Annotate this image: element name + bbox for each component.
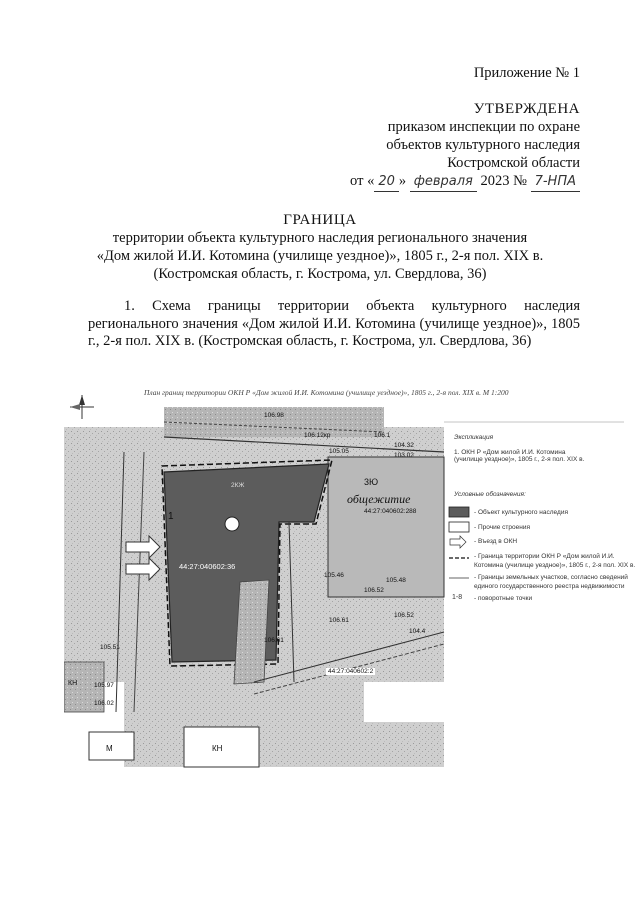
boundary-map xyxy=(64,382,636,802)
date-year: 2023 № xyxy=(480,173,527,189)
approved-line-1: приказом инспекции по охране xyxy=(387,119,580,135)
doc-subtitle-3: (Костромская область, г. Кострома, ул. Свердлова, 36) xyxy=(153,266,487,282)
building-wing xyxy=(234,580,269,684)
elevation-mark: 106.02 xyxy=(94,700,114,707)
approval-date-line xyxy=(350,172,580,192)
legend xyxy=(454,434,584,498)
doc-title: ГРАНИЦА xyxy=(283,212,357,228)
doc-subtitle-1: территории объекта культурного наследия регионального значения xyxy=(112,230,528,246)
legend-swatches xyxy=(449,507,469,578)
legend-item-entry: - Въезд в ОКН xyxy=(474,538,518,545)
doc-subtitle-2: «Дом жилой И.И. Котомина (училище уездное)», 1805 г., 2-я пол. XIX в. xyxy=(96,248,544,264)
adjacent-building-right xyxy=(328,457,444,597)
date-day: 20 xyxy=(374,173,399,192)
elevation-mark: 106.61 xyxy=(329,617,349,624)
elevation-mark: 105.46 xyxy=(324,572,344,579)
elevation-mark: 105.97 xyxy=(94,682,114,689)
building-main-label: 2КЖ xyxy=(231,482,245,489)
elevation-mark: 105.48 xyxy=(386,577,406,584)
elevation-mark: 104.4 xyxy=(409,628,426,635)
elevation-mark: 106.52 xyxy=(364,587,384,594)
scheme-paragraph: 1. Схема границы территории объекта культурного наследия регионального значения «Дом жилой И.И. Котомина (училище уездное)», 1805 г., 2-я пол. XIX в. (Костромская область, г. Кострома, ул. Свердлова, 36) xyxy=(88,298,580,349)
elevation-mark: 106.61 xyxy=(264,637,284,644)
legend-item-parcels-2: единого государственного реестра недвижимости xyxy=(474,583,625,590)
box-m-label: М xyxy=(106,744,113,753)
parcel-bottom-label: 44:27:040602:2 xyxy=(328,668,374,675)
parcel-right-label: 44:27:040602:288 xyxy=(364,508,417,515)
legend-item-parcels-1: - Границы земельных участков, согласно сведений xyxy=(474,574,628,581)
annex-label: Приложение № 1 xyxy=(473,65,580,81)
legend-item-building: - Прочие строения xyxy=(474,524,530,531)
north-arrow-icon xyxy=(70,395,94,419)
date-prefix: от « xyxy=(350,173,375,189)
elevation-mark: 103.02 xyxy=(394,452,414,459)
legend-conventions-title: Условные обозначения: xyxy=(454,491,526,498)
elevation-mark: 104.32 xyxy=(394,442,414,449)
legend-item-okn: - Объект культурного наследия xyxy=(474,509,568,516)
elevation-mark: 106.1 xyxy=(374,432,391,439)
legend-points-label: 1-8 xyxy=(452,594,463,601)
date-mid: » xyxy=(398,173,407,189)
approved-label: УТВЕРЖДЕНА xyxy=(473,101,580,117)
legend-item-points: - поворотные точки xyxy=(474,595,533,602)
side-kn-label: КН xyxy=(68,680,78,687)
elevation-mark: 105.05 xyxy=(329,448,349,455)
order-number: 7-НПА xyxy=(531,173,580,192)
legend-section-title: Экспликация xyxy=(454,434,494,441)
date-month: февраля xyxy=(410,173,477,192)
legend-item-border-1: - Граница территории ОКН Р «Дом жилой И.И. xyxy=(474,553,615,560)
elevation-mark: 106.98 xyxy=(264,412,284,419)
building-right-name: общежитие xyxy=(347,492,411,506)
legend-object-line2: (училище уездное)», 1805 г., 2-я пол. XIX в. xyxy=(454,456,585,463)
parcel-main-label: 44:27:040602:36 xyxy=(179,562,236,571)
elevation-mark: 106.52 xyxy=(394,612,414,619)
object-marker-icon xyxy=(225,517,239,531)
object-marker-label: 1 xyxy=(168,511,174,522)
legend-item-border-2: Котомина (училище уездное)», 1805 г., 2-я пол. XIX в. xyxy=(474,562,636,569)
approved-line-2: объектов культурного наследия xyxy=(386,137,580,153)
map-caption: План границ территории ОКН Р «Дом жилой И.И. Котомина (училище уездное)», 1805 г., 2-я пол. XIX в. М 1:200 xyxy=(144,388,509,397)
approved-line-3: Костромской области xyxy=(447,155,580,171)
box-kn-label: КН xyxy=(212,744,223,753)
elevation-mark: 106.12кр xyxy=(304,432,331,439)
elevation-mark: 105.51 xyxy=(100,644,120,651)
building-right-label: 3Ю xyxy=(364,477,379,487)
legend-object-line1: 1. ОКН Р «Дом жилой И.И. Котомина xyxy=(454,449,566,456)
